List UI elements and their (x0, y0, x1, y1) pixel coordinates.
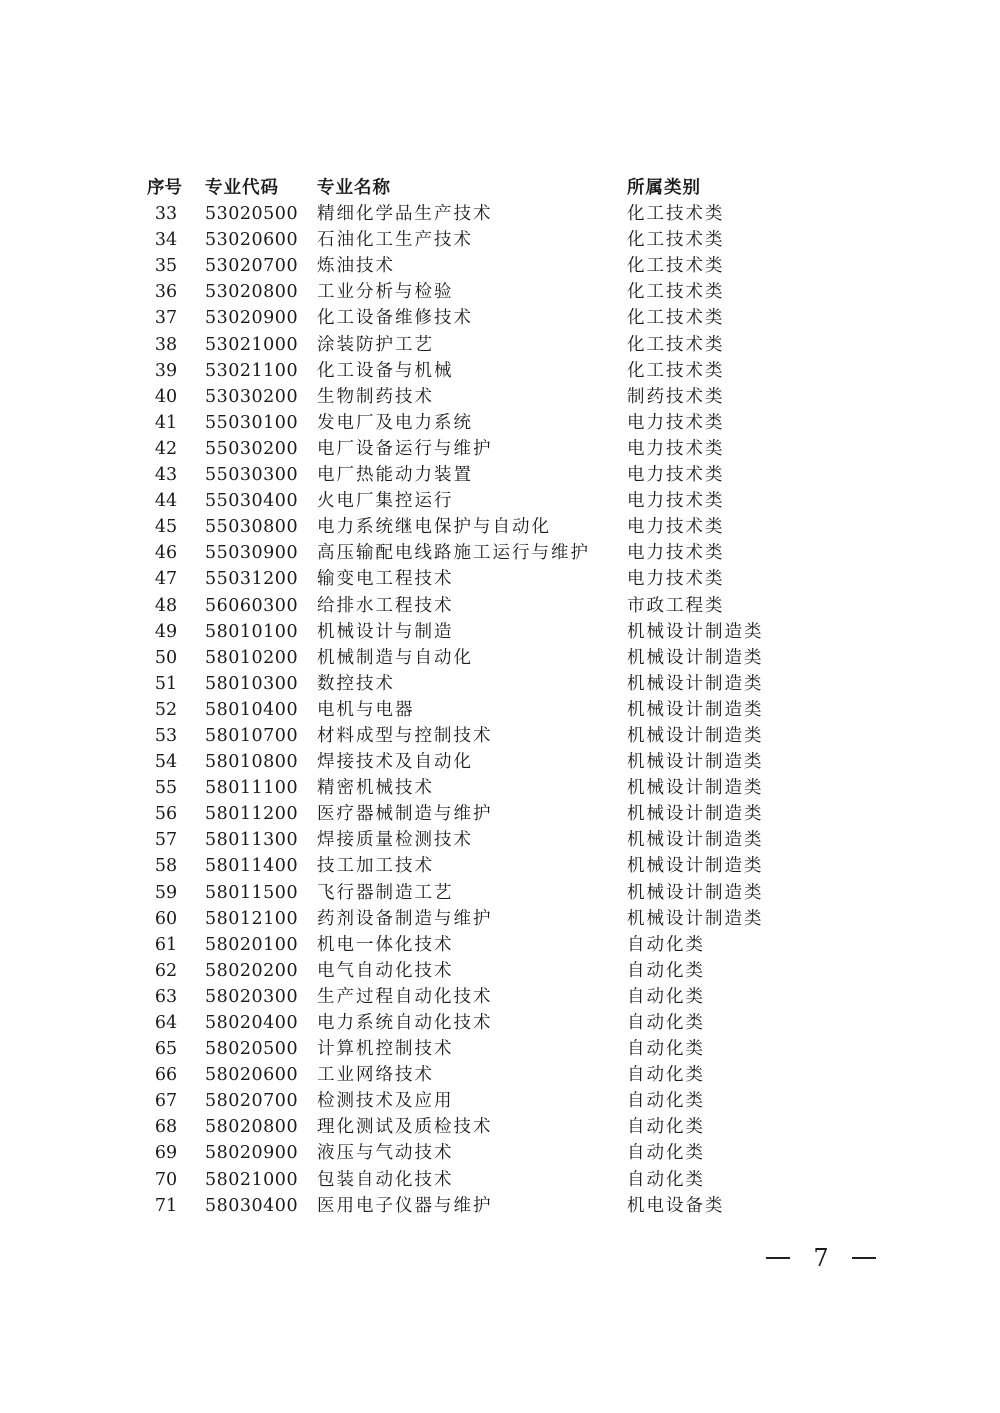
table-row (145, 410, 845, 436)
cell-major-name: 飞行器制造工艺 (317, 882, 454, 903)
table-row (145, 227, 845, 253)
table-row (145, 436, 845, 462)
cell-category: 自动化类 (627, 1039, 705, 1060)
cell-major-code: 58020400 (205, 1013, 299, 1033)
table-row (145, 984, 845, 1010)
cell-serial-number: 50 (154, 647, 178, 668)
cell-major-code: 53020600 (205, 230, 299, 251)
cell-category: 电力技术类 (627, 517, 725, 538)
cell-category: 机械设计制造类 (627, 621, 764, 642)
cell-major-name: 数控技术 (317, 673, 395, 694)
cell-major-name: 工业分析与检验 (317, 282, 454, 303)
cell-serial-number: 33 (154, 204, 178, 225)
cell-major-code: 56060300 (205, 595, 299, 616)
table-row (145, 488, 845, 514)
table-row (145, 201, 845, 227)
cell-category: 自动化类 (627, 934, 705, 955)
cell-major-code: 55030800 (205, 517, 299, 538)
cell-serial-number: 70 (154, 1169, 178, 1190)
cell-category: 电力技术类 (627, 569, 725, 590)
cell-category: 自动化类 (627, 960, 705, 981)
cell-major-code: 55031200 (205, 569, 299, 590)
cell-major-code: 58020500 (205, 1039, 299, 1060)
cell-serial-number: 45 (154, 517, 178, 538)
cell-major-name: 高压输配电线路施工运行与维护 (317, 543, 590, 564)
cell-serial-number: 53 (154, 725, 178, 746)
cell-major-name: 精细化学品生产技术 (317, 204, 493, 225)
cell-major-name: 计算机控制技术 (317, 1039, 454, 1060)
cell-major-code: 58010200 (205, 647, 299, 668)
cell-category: 自动化类 (627, 1065, 705, 1086)
cell-serial-number: 55 (154, 778, 178, 799)
cell-category: 自动化类 (627, 1013, 705, 1033)
cell-major-name: 化工设备维修技术 (317, 308, 473, 329)
left-dash (766, 1257, 790, 1259)
cell-major-code: 58011200 (205, 804, 299, 825)
cell-major-code: 58020900 (205, 1143, 299, 1164)
cell-major-name: 药剂设备制造与维护 (317, 908, 493, 929)
cell-major-name: 医疗器械制造与维护 (317, 804, 493, 825)
cell-major-name: 生物制药技术 (317, 386, 434, 407)
cell-category: 制药技术类 (627, 386, 725, 407)
cell-major-code: 53021000 (205, 334, 299, 355)
cell-major-code: 58020300 (205, 986, 299, 1007)
cell-major-name: 机械设计与制造 (317, 621, 454, 642)
table-row (145, 1193, 845, 1219)
cell-category: 机械设计制造类 (627, 647, 764, 668)
cell-major-code: 55030200 (205, 438, 299, 459)
cell-category: 电力技术类 (627, 438, 725, 459)
cell-major-code: 53021100 (205, 360, 299, 381)
cell-serial-number: 44 (154, 491, 178, 512)
table-row (145, 384, 845, 410)
cell-major-name: 电气自动化技术 (317, 960, 454, 981)
page-number: 7 (813, 1244, 829, 1272)
cell-serial-number: 56 (154, 804, 178, 825)
cell-major-code: 53020900 (205, 308, 299, 329)
table-row (145, 540, 845, 566)
cell-category: 化工技术类 (627, 282, 725, 303)
cell-category: 机械设计制造类 (627, 752, 764, 773)
cell-major-name: 电厂热能动力装置 (317, 465, 473, 486)
cell-serial-number: 41 (154, 412, 178, 433)
cell-serial-number: 61 (154, 934, 178, 955)
cell-category: 机械设计制造类 (627, 856, 764, 877)
table-row (145, 514, 845, 540)
cell-major-code: 58021000 (205, 1169, 299, 1190)
table-row (145, 906, 845, 932)
cell-major-name: 焊接质量检测技术 (317, 830, 473, 851)
cell-serial-number: 63 (154, 986, 178, 1007)
table-row (145, 1062, 845, 1088)
cell-serial-number: 52 (154, 699, 178, 720)
table-body (145, 201, 845, 1219)
table-row (145, 723, 845, 749)
cell-serial-number: 43 (154, 465, 178, 486)
cell-major-name: 给排水工程技术 (317, 595, 454, 616)
cell-serial-number: 39 (154, 360, 178, 381)
table-row (145, 1088, 845, 1114)
cell-major-code: 55030100 (205, 412, 299, 433)
cell-serial-number: 51 (154, 673, 178, 694)
cell-category: 机械设计制造类 (627, 725, 764, 746)
cell-major-code: 58020800 (205, 1117, 299, 1138)
cell-major-code: 58010400 (205, 699, 299, 720)
cell-category: 化工技术类 (627, 256, 725, 277)
cell-major-code: 53020500 (205, 204, 299, 225)
cell-major-name: 理化测试及质检技术 (317, 1117, 493, 1138)
cell-category: 自动化类 (627, 1143, 705, 1164)
cell-serial-number: 48 (154, 595, 178, 616)
cell-major-name: 输变电工程技术 (317, 569, 454, 590)
cell-category: 机械设计制造类 (627, 804, 764, 825)
cell-serial-number: 54 (154, 752, 178, 773)
cell-serial-number: 37 (154, 308, 178, 329)
cell-category: 化工技术类 (627, 230, 725, 251)
table-row (145, 932, 845, 958)
cell-serial-number: 38 (154, 334, 178, 355)
cell-major-name: 化工设备与机械 (317, 360, 454, 381)
table-row (145, 358, 845, 384)
cell-major-code: 58010700 (205, 725, 299, 746)
table-header-row (145, 175, 845, 201)
cell-category: 机械设计制造类 (627, 882, 764, 903)
cell-major-name: 涂装防护工艺 (317, 334, 434, 355)
cell-serial-number: 49 (154, 621, 178, 642)
cell-major-name: 机械制造与自动化 (317, 647, 473, 668)
cell-major-name: 炼油技术 (317, 256, 395, 277)
cell-serial-number: 65 (154, 1039, 178, 1060)
cell-serial-number: 67 (154, 1091, 178, 1112)
cell-major-name: 检测技术及应用 (317, 1091, 454, 1112)
cell-category: 电力技术类 (627, 543, 725, 564)
header-category: 所属类别 (627, 178, 701, 198)
cell-category: 机械设计制造类 (627, 673, 764, 694)
table-row (145, 462, 845, 488)
table-row (145, 958, 845, 984)
cell-serial-number: 66 (154, 1065, 178, 1086)
cell-major-code: 53020800 (205, 282, 299, 303)
cell-major-code: 55030400 (205, 491, 299, 512)
cell-major-code: 58011100 (205, 778, 299, 799)
cell-major-code: 55030900 (205, 543, 299, 564)
cell-major-name: 电力系统自动化技术 (317, 1013, 493, 1033)
cell-serial-number: 40 (154, 386, 178, 407)
cell-major-name: 生产过程自动化技术 (317, 986, 493, 1007)
cell-major-name: 焊接技术及自动化 (317, 752, 473, 773)
cell-major-code: 58012100 (205, 908, 299, 929)
majors-table (145, 175, 845, 1219)
cell-major-code: 53030200 (205, 386, 299, 407)
cell-serial-number: 64 (154, 1013, 178, 1033)
cell-major-code: 58010300 (205, 673, 299, 694)
cell-serial-number: 34 (154, 230, 178, 251)
cell-major-name: 包装自动化技术 (317, 1169, 454, 1190)
table-row (145, 749, 845, 775)
cell-major-code: 58011500 (205, 882, 299, 903)
table-row (145, 566, 845, 592)
cell-category: 化工技术类 (627, 334, 725, 355)
cell-major-code: 58030400 (205, 1195, 299, 1216)
cell-major-code: 58010800 (205, 752, 299, 773)
table-row (145, 1167, 845, 1193)
cell-category: 自动化类 (627, 1117, 705, 1138)
cell-major-name: 电机与电器 (317, 699, 415, 720)
cell-major-name: 发电厂及电力系统 (317, 412, 473, 433)
right-dash (852, 1257, 876, 1259)
table-row (145, 619, 845, 645)
table-row (145, 332, 845, 358)
cell-major-name: 精密机械技术 (317, 778, 434, 799)
table-row (145, 593, 845, 619)
cell-category: 电力技术类 (627, 412, 725, 433)
table-row (145, 253, 845, 279)
cell-major-name: 技工加工技术 (317, 856, 434, 877)
cell-major-code: 58011400 (205, 856, 299, 877)
table-row (145, 775, 845, 801)
cell-category: 机械设计制造类 (627, 699, 764, 720)
cell-major-name: 液压与气动技术 (317, 1143, 454, 1164)
table-row (145, 671, 845, 697)
cell-serial-number: 62 (154, 960, 178, 981)
cell-category: 电力技术类 (627, 465, 725, 486)
cell-serial-number: 46 (154, 543, 178, 564)
cell-category: 自动化类 (627, 1091, 705, 1112)
table-row (145, 645, 845, 671)
table-row (145, 1010, 845, 1036)
cell-category: 自动化类 (627, 1169, 705, 1190)
cell-major-code: 58020200 (205, 960, 299, 981)
table-row (145, 697, 845, 723)
cell-major-name: 电力系统继电保护与自动化 (317, 517, 551, 538)
cell-serial-number: 36 (154, 282, 178, 303)
cell-category: 化工技术类 (627, 308, 725, 329)
cell-major-code: 58011300 (205, 830, 299, 851)
cell-major-name: 机电一体化技术 (317, 934, 454, 955)
cell-category: 自动化类 (627, 986, 705, 1007)
cell-major-name: 电厂设备运行与维护 (317, 438, 493, 459)
header-serial-number: 序号 (147, 178, 182, 198)
cell-serial-number: 60 (154, 908, 178, 929)
table-row (145, 827, 845, 853)
page-footer (766, 1244, 876, 1272)
cell-major-name: 火电厂集控运行 (317, 491, 454, 512)
table-row (145, 1140, 845, 1166)
cell-category: 化工技术类 (627, 204, 725, 225)
cell-category: 机械设计制造类 (627, 778, 764, 799)
cell-serial-number: 68 (154, 1117, 178, 1138)
cell-category: 机械设计制造类 (627, 830, 764, 851)
cell-category: 机电设备类 (627, 1195, 725, 1216)
cell-major-name: 石油化工生产技术 (317, 230, 473, 251)
cell-major-code: 58020700 (205, 1091, 299, 1112)
cell-category: 市政工程类 (627, 595, 725, 616)
cell-major-code: 58010100 (205, 621, 299, 642)
cell-serial-number: 57 (154, 830, 178, 851)
table-row (145, 801, 845, 827)
cell-major-name: 工业网络技术 (317, 1065, 434, 1086)
cell-category: 电力技术类 (627, 491, 725, 512)
cell-category: 机械设计制造类 (627, 908, 764, 929)
cell-serial-number: 71 (154, 1195, 178, 1216)
table-row (145, 853, 845, 879)
cell-serial-number: 69 (154, 1143, 178, 1164)
cell-major-code: 58020600 (205, 1065, 299, 1086)
table-row (145, 1036, 845, 1062)
cell-category: 化工技术类 (627, 360, 725, 381)
cell-major-code: 58020100 (205, 934, 299, 955)
cell-serial-number: 35 (154, 256, 178, 277)
header-major-name: 专业名称 (317, 178, 391, 198)
cell-serial-number: 47 (154, 569, 178, 590)
cell-major-code: 55030300 (205, 465, 299, 486)
table-row (145, 305, 845, 331)
cell-serial-number: 59 (154, 882, 178, 903)
cell-major-name: 医用电子仪器与维护 (317, 1195, 493, 1216)
cell-major-name: 材料成型与控制技术 (317, 725, 493, 746)
cell-serial-number: 58 (154, 856, 178, 877)
cell-serial-number: 42 (154, 438, 178, 459)
table-row (145, 880, 845, 906)
cell-major-code: 53020700 (205, 256, 299, 277)
header-major-code: 专业代码 (205, 178, 279, 198)
table-row (145, 1114, 845, 1140)
table-row (145, 279, 845, 305)
